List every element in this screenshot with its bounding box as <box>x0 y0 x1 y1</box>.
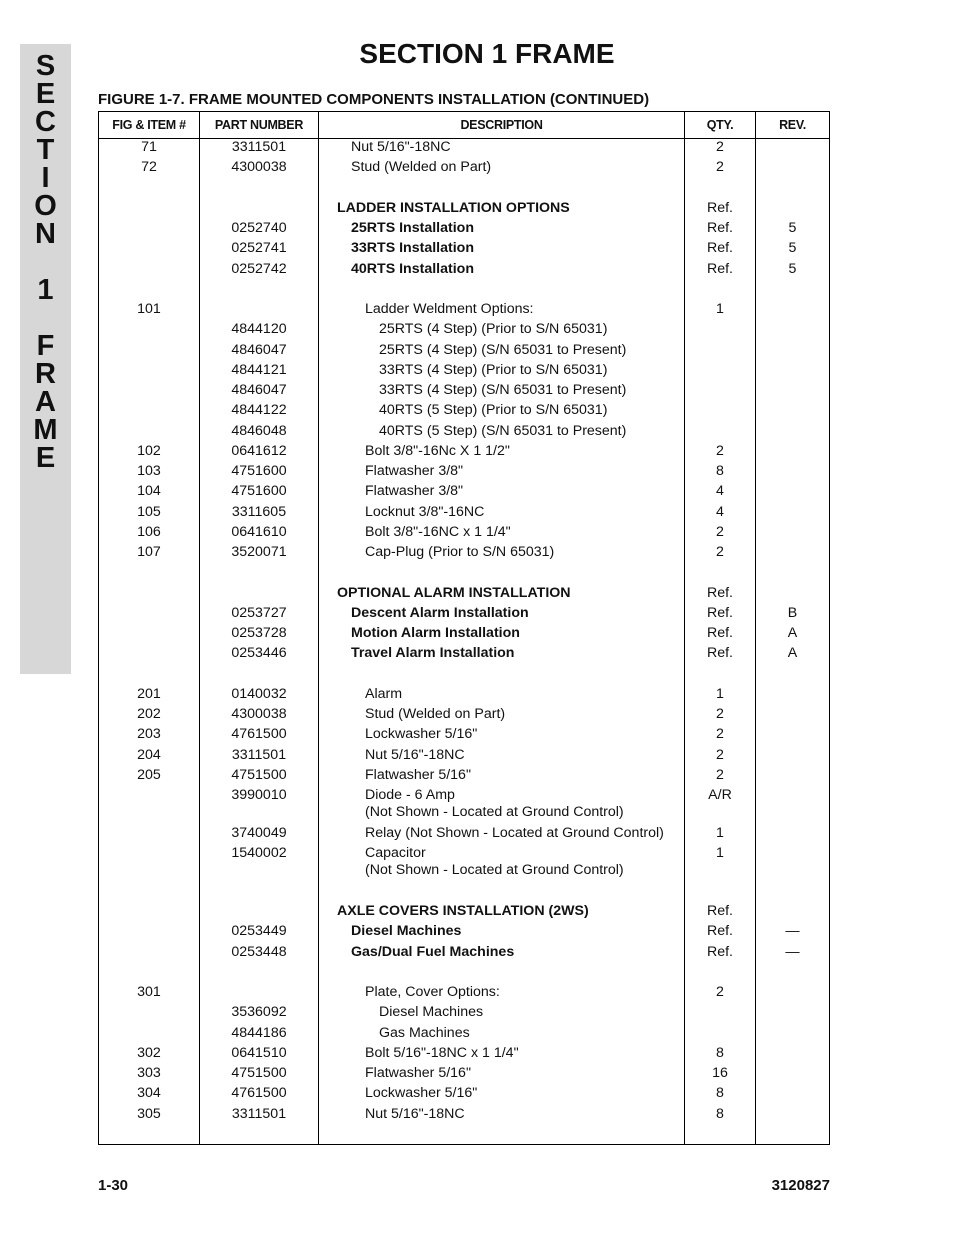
cell-fig-item: 72 <box>141 159 157 176</box>
cell-qty: Ref. <box>706 240 734 257</box>
sidebar-letters <box>20 52 71 472</box>
cell-part-number: 4844122 <box>231 402 287 419</box>
cell-description <box>319 645 716 662</box>
sidebar-letter <box>20 304 71 332</box>
description-line: 25RTS (4 Step) (Prior to S/N 65031) <box>379 321 608 338</box>
description-line: Nut 5/16"-18NC <box>351 139 451 155</box>
cell-description <box>319 1025 744 1042</box>
cell-description <box>319 1085 730 1102</box>
cell-description <box>319 524 730 541</box>
cell-description <box>319 220 716 237</box>
cell-fig-item: 101 <box>137 301 161 317</box>
cell-qty: 1 <box>716 824 724 841</box>
cell-part-number: 4300038 <box>231 159 287 176</box>
cell-part-number: 3990010 <box>231 787 287 803</box>
sidebar-letter: N <box>35 218 56 250</box>
cell-description <box>319 1106 730 1123</box>
cell-fig-item: 105 <box>137 503 161 520</box>
parts-table <box>98 111 830 1145</box>
cell-qty: 16 <box>712 1065 728 1081</box>
cell-description <box>319 463 730 480</box>
cell-fig-item: 201 <box>137 685 161 702</box>
description-line: Flatwasher 3/8" <box>365 483 464 500</box>
cell-part-number: 4846047 <box>231 341 287 358</box>
cell-description <box>319 845 730 879</box>
cell-description <box>319 1065 730 1082</box>
cell-description <box>319 984 730 1001</box>
description-line: Flatwasher 3/8" <box>365 463 464 479</box>
cell-fig-item: 107 <box>137 544 161 560</box>
cell-part-number: 0252740 <box>231 220 287 236</box>
cell-qty: 1 <box>716 685 724 702</box>
cell-description <box>319 923 716 940</box>
header-rev: REV. <box>779 118 806 132</box>
description-line: Bolt 3/8"-16NC x 1 1/4" <box>365 523 511 540</box>
cell-part-number: 4844186 <box>231 1024 287 1041</box>
description-line: Diesel Machines <box>351 923 462 940</box>
description-line: 25RTS Installation <box>351 220 474 236</box>
sidebar-letter <box>20 248 71 276</box>
cell-fig-item: 103 <box>137 463 161 479</box>
cell-part-number: 0252741 <box>231 240 287 257</box>
cell-rev: — <box>785 943 800 960</box>
cell-description <box>319 200 702 217</box>
table-header <box>99 112 829 139</box>
cell-part-number: 4844121 <box>231 361 287 378</box>
cell-description <box>319 767 730 784</box>
cell-description <box>319 504 730 521</box>
cell-description <box>319 402 744 419</box>
description-line: 40RTS (5 Step) (Prior to S/N 65031) <box>379 402 608 419</box>
page-title: SECTION 1 FRAME <box>359 38 615 69</box>
cell-part-number: 3311605 <box>231 503 287 520</box>
description-line: 33RTS (4 Step) (Prior to S/N 65031) <box>379 361 608 378</box>
description-line: Nut 5/16"-18NC <box>365 746 465 763</box>
cell-qty: 2 <box>716 984 724 1000</box>
sidebar-letter: T <box>36 134 55 166</box>
cell-part-number: 4846047 <box>231 382 287 398</box>
description-line: Gas/Dual Fuel Machines <box>351 943 515 960</box>
description-line: Ladder Weldment Options: <box>365 301 534 317</box>
cell-part-number: 4300038 <box>231 706 287 722</box>
header-fig-item: FIG & ITEM # <box>112 118 186 132</box>
cell-part-number: 4761500 <box>231 726 287 743</box>
cell-qty: Ref. <box>706 625 734 641</box>
cell-description <box>319 1004 744 1021</box>
cell-rev: 5 <box>788 220 797 236</box>
cell-description <box>319 301 730 318</box>
cell-description <box>319 362 744 379</box>
description-line: Travel Alarm Installation <box>351 645 515 662</box>
cell-qty: Ref. <box>706 943 734 960</box>
cell-fig-item: 202 <box>137 706 161 722</box>
cell-fig-item: 203 <box>137 726 161 743</box>
cell-part-number: 0641510 <box>231 1044 287 1061</box>
cell-description <box>319 483 730 500</box>
description-line: Capacitor <box>365 845 426 861</box>
document-number: 3120827 <box>771 1177 830 1194</box>
page-number: 1-30 <box>98 1177 129 1194</box>
cell-rev: B <box>787 604 798 621</box>
cell-fig-item: 304 <box>137 1085 161 1102</box>
cell-description <box>319 240 716 257</box>
description-line: Nut 5/16"-18NC <box>365 1105 465 1122</box>
cell-qty: 2 <box>716 523 724 540</box>
description-line: Diode - 6 Amp <box>365 787 455 803</box>
description-line: Locknut 3/8"-16NC <box>365 503 485 520</box>
description-line: Bolt 3/8"-16Nc X 1 1/2" <box>365 442 510 459</box>
cell-part-number: 4846048 <box>231 422 287 439</box>
cell-part-number: 0253446 <box>231 645 287 662</box>
cell-qty: 2 <box>716 159 724 176</box>
cell-description <box>319 726 730 743</box>
cell-part-number: 0641612 <box>231 442 287 459</box>
cell-description <box>319 585 702 602</box>
cell-fig-item: 71 <box>141 139 157 155</box>
cell-part-number: 3520071 <box>231 544 287 560</box>
cell-qty: 8 <box>716 463 724 479</box>
cell-description <box>319 159 716 176</box>
cell-qty: Ref. <box>706 903 734 919</box>
description-line: Flatwasher 5/16" <box>365 766 471 783</box>
description-line: Descent Alarm Installation <box>351 604 529 621</box>
cell-qty: Ref. <box>706 645 734 662</box>
description-line: 40RTS Installation <box>351 260 474 277</box>
sidebar-letter: A <box>35 386 56 418</box>
cell-fig-item: 301 <box>137 984 161 1000</box>
cell-description <box>319 261 716 278</box>
cell-qty: 2 <box>716 139 724 155</box>
cell-rev: 5 <box>788 260 797 277</box>
description-line: 25RTS (4 Step) (S/N 65031 to Present) <box>379 341 627 358</box>
cell-qty: 2 <box>716 766 724 783</box>
cell-part-number: 3740049 <box>231 824 287 841</box>
cell-description <box>319 544 730 561</box>
cell-part-number: 0253448 <box>231 943 287 960</box>
cell-qty: Ref. <box>706 199 734 216</box>
cell-part-number: 4761500 <box>231 1085 287 1102</box>
cell-part-number: 0253728 <box>231 625 287 641</box>
description-line: 40RTS (5 Step) (S/N 65031 to Present) <box>379 422 627 439</box>
description-line: Diesel Machines <box>379 1004 484 1021</box>
cell-qty: 4 <box>716 483 724 500</box>
cell-rev: — <box>785 923 800 940</box>
cell-fig-item: 305 <box>137 1105 161 1122</box>
cell-part-number: 3311501 <box>231 746 287 763</box>
description-line: AXLE COVERS INSTALLATION (2WS) <box>337 903 589 919</box>
description-line: Plate, Cover Options: <box>365 984 500 1000</box>
cell-description <box>319 443 730 460</box>
sidebar-letter: O <box>34 190 57 222</box>
cell-part-number: 1540002 <box>231 845 287 861</box>
cell-qty: 8 <box>716 1105 724 1122</box>
sidebar-letter: E <box>35 442 56 474</box>
cell-qty: Ref. <box>706 220 734 236</box>
description-line: Motion Alarm Installation <box>351 625 520 641</box>
description-line-2: (Not Shown - Located at Ground Control) <box>365 804 624 820</box>
description-line: Lockwasher 5/16" <box>365 1085 478 1102</box>
cell-fig-item: 303 <box>137 1065 161 1081</box>
cell-description <box>319 706 730 723</box>
cell-qty: 2 <box>716 442 724 459</box>
sidebar-letter: S <box>35 50 56 82</box>
header-qty: QTY. <box>706 118 734 132</box>
cell-part-number: 4751500 <box>231 1065 287 1081</box>
cell-description <box>319 605 716 622</box>
cell-description <box>319 903 702 920</box>
header-description: DESCRIPTION <box>460 118 543 132</box>
cell-part-number: 4751600 <box>231 463 287 479</box>
sidebar-letter: 1 <box>37 274 54 306</box>
description-line: LADDER INSTALLATION OPTIONS <box>337 199 570 216</box>
cell-fig-item: 104 <box>137 483 161 500</box>
sidebar-letter: F <box>36 330 55 362</box>
figure-title: FIGURE 1-7. FRAME MOUNTED COMPONENTS INSTALLATION (CONTINUED) <box>98 91 650 108</box>
cell-fig-item: 204 <box>137 746 161 763</box>
cell-qty: 2 <box>716 706 724 722</box>
cell-part-number: 4751500 <box>231 766 287 783</box>
cell-description <box>319 625 716 642</box>
description-line: OPTIONAL ALARM INSTALLATION <box>337 584 571 601</box>
description-line-2: (Not Shown - Located at Ground Control) <box>365 862 624 878</box>
cell-description <box>319 423 744 440</box>
cell-qty: 1 <box>716 301 724 317</box>
cell-qty: 2 <box>716 544 724 560</box>
description-line: Stud (Welded on Part) <box>365 706 506 722</box>
cell-description <box>319 825 730 842</box>
sidebar-letter: E <box>35 78 56 110</box>
cell-part-number: 3311501 <box>231 139 287 155</box>
cell-part-number: 3536092 <box>231 1004 287 1021</box>
cell-description <box>319 787 730 821</box>
cell-fig-item: 106 <box>137 523 161 540</box>
cell-qty: Ref. <box>706 260 734 277</box>
cell-qty: Ref. <box>706 923 734 940</box>
sidebar-letter: M <box>33 414 58 446</box>
cell-rev: A <box>787 645 798 662</box>
cell-description <box>319 139 716 156</box>
cell-description <box>319 747 730 764</box>
description-line: Stud (Welded on Part) <box>351 159 492 176</box>
cell-part-number: 4751600 <box>231 483 287 500</box>
cell-qty: Ref. <box>706 604 734 621</box>
header-part-number: PART NUMBER <box>214 118 304 132</box>
cell-description <box>319 321 744 338</box>
cell-part-number: 0252742 <box>231 260 287 277</box>
description-line: Lockwasher 5/16" <box>365 726 478 743</box>
sidebar-letter: C <box>35 106 56 138</box>
cell-rev: 5 <box>788 240 797 257</box>
cell-part-number: 0140032 <box>231 685 287 702</box>
description-line: 33RTS Installation <box>351 240 474 257</box>
cell-fig-item: 205 <box>137 766 161 783</box>
cell-rev: A <box>787 625 798 641</box>
cell-qty: Ref. <box>706 584 734 601</box>
cell-description <box>319 342 744 359</box>
section-sidebar-tab <box>20 44 71 674</box>
cell-part-number: 0253727 <box>231 604 287 621</box>
description-line: Alarm <box>365 685 403 702</box>
description-line: Flatwasher 5/16" <box>365 1065 471 1081</box>
cell-qty: 2 <box>716 726 724 743</box>
description-line: 33RTS (4 Step) (S/N 65031 to Present) <box>379 382 627 398</box>
description-line: Cap-Plug (Prior to S/N 65031) <box>365 544 555 560</box>
cell-description <box>319 382 744 399</box>
cell-part-number: 4844120 <box>231 321 287 338</box>
cell-description <box>319 944 716 961</box>
cell-description <box>319 1045 730 1062</box>
sidebar-letter: I <box>41 162 50 194</box>
description-line: Bolt 5/16"-18NC x 1 1/4" <box>365 1044 519 1061</box>
description-line: Gas Machines <box>379 1024 470 1041</box>
cell-part-number: 0253449 <box>231 923 287 940</box>
cell-fig-item: 102 <box>137 442 161 459</box>
cell-qty: 8 <box>716 1085 724 1102</box>
cell-description <box>319 686 730 703</box>
cell-qty: 8 <box>716 1044 724 1061</box>
cell-part-number: 0641610 <box>231 523 287 540</box>
cell-qty: A/R <box>708 787 732 803</box>
cell-fig-item: 302 <box>137 1044 161 1061</box>
sidebar-letter: R <box>35 358 56 390</box>
cell-part-number: 3311501 <box>231 1105 287 1122</box>
cell-qty: 4 <box>716 503 724 520</box>
cell-qty: 2 <box>716 746 724 763</box>
description-line: Relay (Not Shown - Located at Ground Control) <box>365 824 664 841</box>
cell-qty: 1 <box>716 845 724 861</box>
